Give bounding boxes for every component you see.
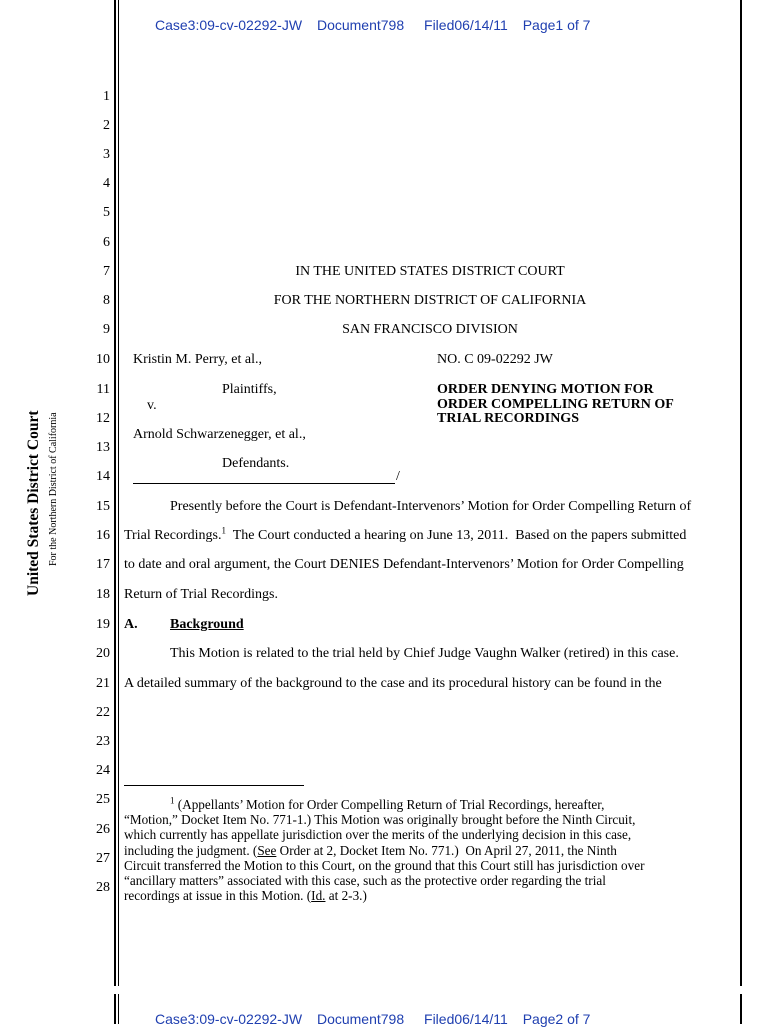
line-number: 6 [103,235,110,250]
footnote-marker: 1 [170,795,175,806]
line-number: 8 [103,293,110,308]
citation-id: Id. [311,888,326,904]
footnote-line: recordings at issue in this Motion. (Id. at 2-3.) [124,888,367,904]
header-document: Document798 [316,1011,405,1027]
line-number: 3 [103,147,110,162]
line-number: 4 [103,176,110,191]
header-filed-date: Filed06/14/11 [424,17,508,33]
body-line-16-end: The Court conducted a hearing on June 13, 2011. Based on the papers submitted [225,528,687,543]
footnote-line: Circuit transferred the Motion to this Court, on the ground that this Court still has jurisdiction over [124,857,645,873]
left-margin-rule-outer [114,0,116,1024]
ecf-header [155,17,601,33]
header-filed-date: Filed06/14/11 [424,1011,508,1027]
line-number: 13 [96,440,110,455]
body-line-21: A detailed summary of the background to the case and its procedural history can be found in the [124,676,662,691]
body-line-16-start: Trial Recordings. [124,528,222,543]
case-number: NO. C 09-02292 JW [437,352,553,367]
footnote-line: including the judgment. (See Order at 2, Docket Item No. 771.) On April 27, 2011, the Ninth [124,842,617,858]
line-number: 10 [96,352,110,367]
next-page-header [155,1011,601,1027]
citation-see: See [257,842,277,858]
court-name: IN THE UNITED STATES DISTRICT COURT [295,264,565,279]
line-number: 17 [96,557,110,572]
page-break [0,986,768,994]
line-number: 9 [103,322,110,337]
plaintiff-name: Kristin M. Perry, et al., [133,352,262,367]
line-number: 18 [96,587,110,602]
line-number: 25 [96,792,110,807]
header-document: Document798 [316,17,405,33]
line-number: 19 [96,617,110,632]
plaintiff-role: Plaintiffs, [222,382,277,397]
court-district: FOR THE NORTHERN DISTRICT OF CALIFORNIA [273,293,587,308]
defendant-name: Arnold Schwarzenegger, et al., [133,427,306,442]
line-number: 22 [96,705,110,720]
header-page: Page2 of 7 [522,1011,591,1027]
versus: v. [147,398,157,413]
order-title-line2: ORDER COMPELLING RETURN OF [437,397,674,412]
sidebar-district: For the Northern District of California [48,412,59,566]
order-title-line1: ORDER DENYING MOTION FOR [437,382,654,397]
caption-slash: / [396,469,400,484]
line-number: 11 [96,382,110,397]
line-number: 23 [96,734,110,749]
body-line-15: Presently before the Court is Defendant-Intervenors’ Motion for Order Compelling Return of [170,499,692,514]
sidebar-court-name: United States District Court [25,410,42,596]
section-heading: Background [170,617,244,632]
line-number: 2 [103,118,110,133]
footnote-line: which currently has appellate jurisdiction over the merits of the underlying decision in this case, [124,827,632,843]
line-number: 26 [96,822,110,837]
line-number: 16 [96,528,110,543]
footnote-line: $^1$ (Appellants’ Motion for Order Compelling Return of Trial Recordings, hereafter, [170,795,605,812]
line-number: 5 [103,205,110,220]
defendant-role: Defendants. [222,456,290,471]
footnote-separator [124,785,304,786]
line-number: 27 [96,851,110,866]
body-line-17: to date and oral argument, the Court DENIES Defendant-Intervenors’ Motion for Order Compelling [124,557,684,572]
line-number: 14 [96,469,110,484]
line-number: 21 [96,676,110,691]
body-line-16 [124,525,687,544]
line-number: 12 [96,411,110,426]
line-number: 28 [96,880,110,895]
footnote-line: “ancillary matters” associated with this case, such as the protective order regarding the trial [124,873,606,889]
footnote [124,797,724,903]
header-page: Page1 of 7 [522,17,591,33]
line-number: 15 [96,499,110,514]
header-case-number: Case3:09-cv-02292-JW [155,17,303,33]
order-title-line3: TRIAL RECORDINGS [437,411,579,426]
body-line-20: This Motion is related to the trial held by Chief Judge Vaughn Walker (retired) in this case. [170,646,679,661]
line-number: 7 [103,264,110,279]
section-letter: A. [124,617,138,632]
line-number: 20 [96,646,110,661]
caption-rule [133,483,395,484]
left-margin-rule-inner [118,0,119,1024]
court-division: SAN FRANCISCO DIVISION [342,322,518,337]
footnote-line: “Motion,” Docket Item No. 771-1.) This Motion was originally brought before the Ninth Circuit, [124,812,636,828]
right-margin-rule [740,0,742,1024]
body-line-18: Return of Trial Recordings. [124,587,278,602]
line-number: 1 [103,89,110,104]
line-number: 24 [96,763,110,778]
footnote-reference: 1 [221,525,226,536]
header-case-number: Case3:09-cv-02292-JW [155,1011,303,1027]
